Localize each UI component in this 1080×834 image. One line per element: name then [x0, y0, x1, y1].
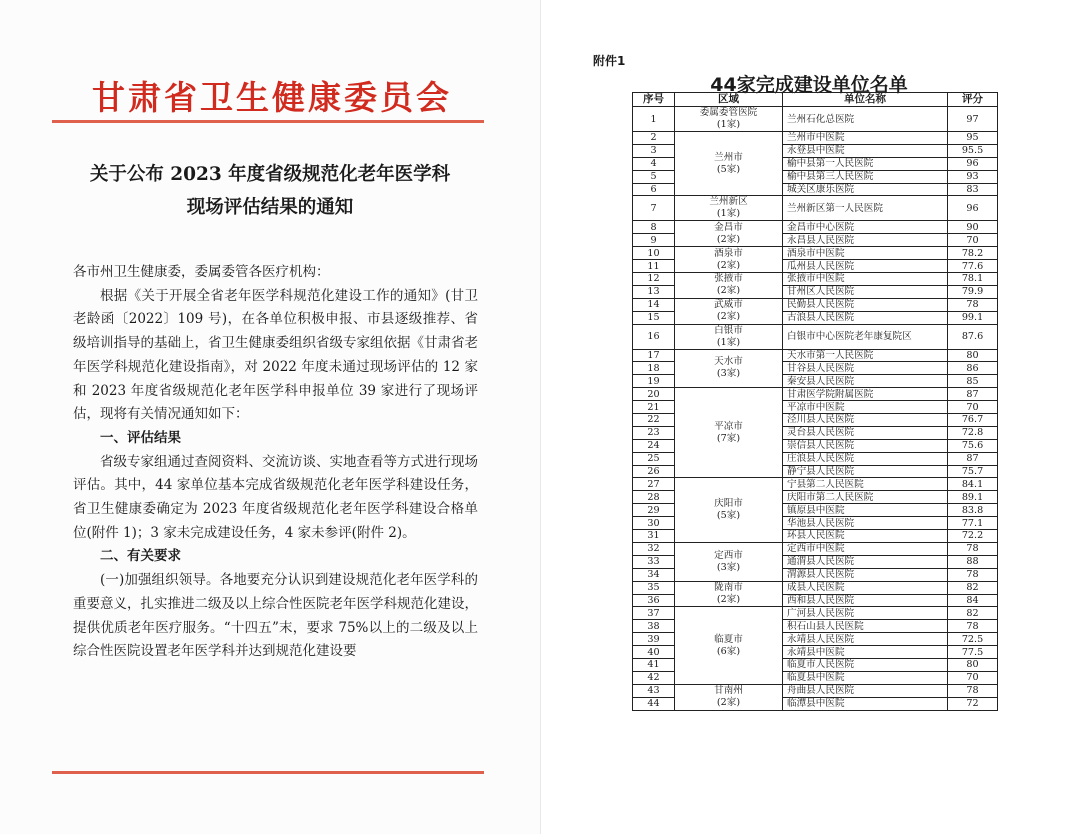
unit-name: 泾川县人民医院 [783, 414, 948, 427]
table-row [633, 273, 998, 286]
units-table [632, 92, 998, 711]
issuing-organization: 甘肃省卫生健康委员会 [92, 78, 452, 117]
unit-name: 镇原县中医院 [783, 504, 948, 517]
row-number: 18 [633, 362, 675, 375]
region-cell [675, 542, 783, 581]
unit-name: 金昌市中心医院 [783, 221, 948, 234]
region-count: (2家) [716, 233, 741, 245]
unit-name: 瓜州县人民医院 [783, 260, 948, 273]
score: 72.8 [948, 426, 998, 439]
section-heading-1: 一、评估结果 [100, 429, 181, 446]
score: 95 [948, 132, 998, 145]
row-number: 35 [633, 581, 675, 594]
unit-name: 环县人民医院 [783, 530, 948, 543]
score: 96 [948, 196, 998, 221]
row-number: 44 [633, 697, 675, 710]
region-count: (2家) [716, 594, 741, 605]
region-count: (2家) [716, 697, 741, 709]
region-count: (5家) [716, 510, 741, 522]
region-count: (6家) [716, 645, 741, 657]
region-count: (2家) [716, 311, 741, 323]
score: 82 [948, 581, 998, 594]
row-number: 40 [633, 646, 675, 659]
row-number: 33 [633, 555, 675, 568]
unit-name: 秦安县人民医院 [783, 375, 948, 388]
region-count: (5家) [716, 163, 741, 175]
unit-name: 渭源县人民医院 [783, 568, 948, 581]
region-cell [675, 478, 783, 542]
header-unit: 单位名称 [783, 93, 948, 107]
score: 87 [948, 388, 998, 401]
region-cell [675, 581, 783, 607]
score: 97 [948, 107, 998, 132]
score: 78.1 [948, 273, 998, 286]
score: 89.1 [948, 491, 998, 504]
score: 82 [948, 607, 998, 620]
row-number: 29 [633, 504, 675, 517]
region-cell [675, 298, 783, 324]
score: 88 [948, 555, 998, 568]
score: 70 [948, 234, 998, 247]
row-number: 21 [633, 401, 675, 414]
region-cell [675, 607, 783, 684]
score: 99.1 [948, 311, 998, 324]
table-row [633, 247, 998, 260]
units-table-body [633, 107, 998, 711]
row-number: 25 [633, 452, 675, 465]
unit-name: 城关区康乐医院 [783, 183, 948, 196]
score: 76.7 [948, 414, 998, 427]
unit-name: 积石山县人民医院 [783, 620, 948, 633]
region-name: 平凉市 [714, 420, 743, 432]
unit-name: 静宁县人民医院 [783, 465, 948, 478]
score: 78 [948, 298, 998, 311]
region-cell [675, 132, 783, 196]
region-name: 天水市 [714, 356, 743, 368]
row-number: 12 [633, 273, 675, 286]
table-row [633, 607, 998, 620]
paragraph-2: 省级专家组通过查阅资料、交流访谈、实地查看等方式进行现场评估。其中，44 家单位基本完成省级规范化老年医学科建设任务，省卫生健康委确定为 2023 年度省级规范化老年医学科建设合格单位(附件 1)；3 家未完成建设任务，4 家未参评(附件 2)。 [73, 453, 478, 541]
score: 70 [948, 671, 998, 684]
score: 78 [948, 542, 998, 555]
unit-name: 舟曲县人民医院 [783, 684, 948, 697]
row-number: 34 [633, 568, 675, 581]
unit-name: 天水市第一人民医院 [783, 349, 948, 362]
score: 77.1 [948, 517, 998, 530]
unit-name: 平凉市中医院 [783, 401, 948, 414]
table-row [633, 684, 998, 697]
unit-name: 定西市中医院 [783, 542, 948, 555]
unit-name: 崇信县人民医院 [783, 439, 948, 452]
unit-name: 庄浪县人民医院 [783, 452, 948, 465]
region-name: 兰州新区 [709, 196, 748, 208]
region-cell [675, 221, 783, 247]
region-count: (1家) [716, 208, 741, 220]
table-row [633, 478, 998, 491]
region-name: 定西市 [714, 549, 743, 561]
table-row [633, 196, 998, 221]
row-number: 28 [633, 491, 675, 504]
row-number: 4 [633, 157, 675, 170]
header-no: 序号 [633, 93, 675, 107]
row-number: 37 [633, 607, 675, 620]
unit-name: 兰州石化总医院 [783, 107, 948, 132]
paragraph-3: (一)加强组织领导。各地要充分认识到建设规范化老年医学科的重要意义，扎实推进二级及以上综合性医院老年医学科规范化建设，提供优质老年医疗服务。“十四五”末，要求 75%以上的二级及以上综合性医院设置老年医学科并达到规范化建设要 [73, 572, 478, 660]
unit-name: 永昌县人民医院 [783, 234, 948, 247]
region-name: 张掖市 [714, 273, 743, 285]
red-footer-rule [52, 771, 484, 774]
region-name: 金昌市 [714, 221, 743, 233]
row-number: 39 [633, 633, 675, 646]
unit-name: 张掖市中医院 [783, 273, 948, 286]
score: 72.2 [948, 530, 998, 543]
salutation: 各市州卫生健康委，委属委管各医疗机构： [73, 264, 330, 280]
table-row [633, 324, 998, 349]
row-number: 24 [633, 439, 675, 452]
unit-name: 通渭县人民医院 [783, 555, 948, 568]
row-number: 43 [633, 684, 675, 697]
unit-name: 临夏县中医院 [783, 671, 948, 684]
score: 96 [948, 157, 998, 170]
region-cell [675, 349, 783, 388]
row-number: 5 [633, 170, 675, 183]
row-number: 9 [633, 234, 675, 247]
region-count: (1家) [716, 336, 741, 348]
annex-label: 附件1 [593, 54, 626, 68]
header-score: 评分 [948, 93, 998, 107]
region-count: (3家) [716, 561, 741, 573]
score: 77.5 [948, 646, 998, 659]
unit-name: 甘谷县人民医院 [783, 362, 948, 375]
row-number: 11 [633, 260, 675, 273]
paragraph-1: 根据《关于开展全省老年医学科规范化建设工作的通知》(甘卫老龄函〔2022〕109 号)，在各单位积极申报、市县逐级推荐、省级培训指导的基础上，省卫生健康委组织省级专家组依据《甘肃省老年医学科规范化建设指南》，对 2022 年度未通过现场评估的 12 家和 2023 年度省级规范化老年医学科申报单位 39 家进行了现场评估，现将有关情况通知如下： [73, 287, 478, 423]
notice-title [60, 158, 480, 224]
section-heading-2: 二、有关要求 [100, 548, 181, 565]
score: 77.6 [948, 260, 998, 273]
row-number: 42 [633, 671, 675, 684]
region-cell [675, 684, 783, 710]
unit-name: 白银市中心医院老年康复院区 [783, 324, 948, 349]
row-number: 22 [633, 414, 675, 427]
table-header-row [633, 93, 998, 107]
unit-name: 临潭县中医院 [783, 697, 948, 710]
table-row [633, 388, 998, 401]
region-name: 委属委管医院 [699, 107, 758, 118]
row-number: 32 [633, 542, 675, 555]
score: 78 [948, 568, 998, 581]
score: 79.9 [948, 285, 998, 298]
score: 95.5 [948, 144, 998, 157]
row-number: 2 [633, 132, 675, 145]
region-cell [675, 273, 783, 299]
row-number: 23 [633, 426, 675, 439]
unit-name: 兰州新区第一人民医院 [783, 196, 948, 221]
unit-name: 民勤县人民医院 [783, 298, 948, 311]
table-row [633, 581, 998, 594]
table-title: 44家完成建设单位名单 [710, 74, 908, 96]
unit-name: 榆中县第一人民医院 [783, 157, 948, 170]
row-number: 27 [633, 478, 675, 491]
row-number: 30 [633, 517, 675, 530]
unit-name: 灵台县人民医院 [783, 426, 948, 439]
header-region: 区域 [675, 93, 783, 107]
score: 70 [948, 401, 998, 414]
table-row [633, 542, 998, 555]
region-name: 白银市 [714, 324, 743, 336]
region-cell [675, 388, 783, 478]
row-number: 1 [633, 107, 675, 132]
unit-name: 广河县人民医院 [783, 607, 948, 620]
row-number: 17 [633, 349, 675, 362]
region-cell [675, 107, 783, 132]
region-count: (7家) [716, 432, 741, 444]
table-row [633, 132, 998, 145]
region-count: (2家) [716, 259, 741, 271]
row-number: 36 [633, 594, 675, 607]
score: 78 [948, 620, 998, 633]
unit-name: 榆中县第三人民医院 [783, 170, 948, 183]
score: 72 [948, 697, 998, 710]
notice-title-line1: 关于公布 2023 年度省级规范化老年医学科 [89, 164, 451, 185]
table-row [633, 221, 998, 234]
score: 87.6 [948, 324, 998, 349]
score: 75.6 [948, 439, 998, 452]
region-name: 酒泉市 [714, 247, 743, 259]
score: 83.8 [948, 504, 998, 517]
region-name: 武威市 [714, 299, 743, 311]
row-number: 41 [633, 658, 675, 671]
row-number: 16 [633, 324, 675, 349]
region-name: 临夏市 [714, 633, 743, 645]
unit-name: 成县人民医院 [783, 581, 948, 594]
unit-name: 临夏市人民医院 [783, 658, 948, 671]
row-number: 6 [633, 183, 675, 196]
row-number: 31 [633, 530, 675, 543]
row-number: 10 [633, 247, 675, 260]
row-number: 38 [633, 620, 675, 633]
region-name: 庆阳市 [714, 498, 743, 510]
annex-page [540, 0, 1080, 834]
region-count: (3家) [716, 368, 741, 380]
unit-name: 甘肃医学院附属医院 [783, 388, 948, 401]
region-cell [675, 324, 783, 349]
notice-body [73, 261, 478, 664]
score: 93 [948, 170, 998, 183]
red-header-rule [52, 120, 484, 123]
score: 90 [948, 221, 998, 234]
score: 87 [948, 452, 998, 465]
score: 78 [948, 684, 998, 697]
unit-name: 西和县人民医院 [783, 594, 948, 607]
score: 84 [948, 594, 998, 607]
region-cell [675, 247, 783, 273]
score: 80 [948, 349, 998, 362]
unit-name: 永靖县中医院 [783, 646, 948, 659]
score: 72.5 [948, 633, 998, 646]
row-number: 7 [633, 196, 675, 221]
score: 84.1 [948, 478, 998, 491]
score: 83 [948, 183, 998, 196]
region-cell [675, 196, 783, 221]
score: 78.2 [948, 247, 998, 260]
table-row [633, 298, 998, 311]
score: 80 [948, 658, 998, 671]
row-number: 20 [633, 388, 675, 401]
row-number: 3 [633, 144, 675, 157]
table-row [633, 107, 998, 132]
row-number: 19 [633, 375, 675, 388]
row-number: 13 [633, 285, 675, 298]
row-number: 14 [633, 298, 675, 311]
unit-name: 华池县人民医院 [783, 517, 948, 530]
score: 85 [948, 375, 998, 388]
unit-name: 兰州市中医院 [783, 132, 948, 145]
unit-name: 永靖县人民医院 [783, 633, 948, 646]
unit-name: 永登县中医院 [783, 144, 948, 157]
region-name: 甘南州 [714, 685, 743, 697]
row-number: 8 [633, 221, 675, 234]
region-name: 兰州市 [714, 151, 743, 163]
row-number: 15 [633, 311, 675, 324]
unit-name: 酒泉市中医院 [783, 247, 948, 260]
table-row [633, 349, 998, 362]
region-count: (2家) [716, 285, 741, 297]
score: 75.7 [948, 465, 998, 478]
unit-name: 古浪县人民医院 [783, 311, 948, 324]
region-name: 陇南市 [714, 582, 743, 593]
notice-title-line2: 现场评估结果的通知 [186, 197, 354, 218]
unit-name: 宁县第二人民医院 [783, 478, 948, 491]
row-number: 26 [633, 465, 675, 478]
score: 86 [948, 362, 998, 375]
unit-name: 庆阳市第二人民医院 [783, 491, 948, 504]
unit-name: 甘州区人民医院 [783, 285, 948, 298]
region-count: (1家) [716, 119, 741, 130]
